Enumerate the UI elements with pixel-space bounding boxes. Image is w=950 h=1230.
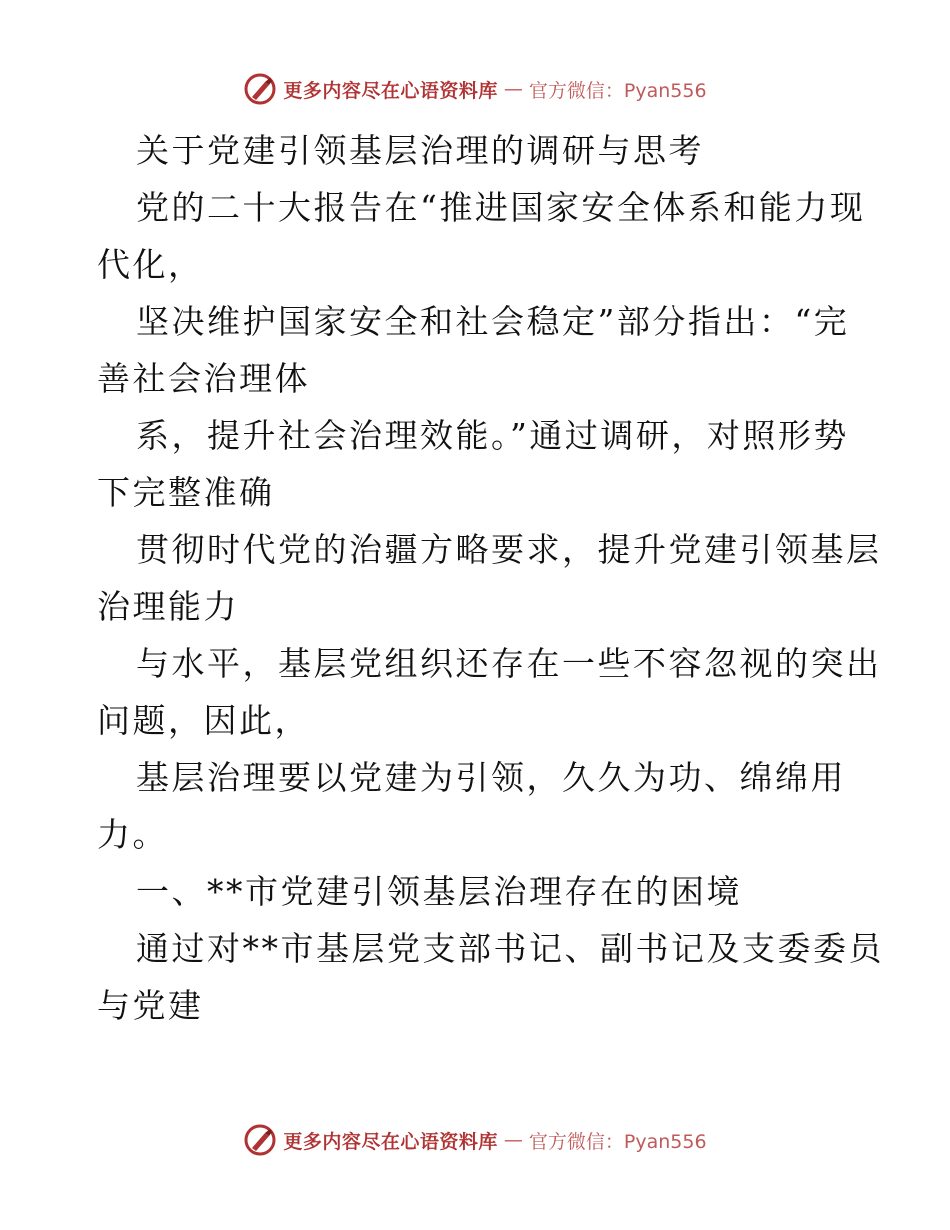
banner-dash: — [503,78,523,100]
paragraph-line: 贯彻时代党的治疆方略要求，提升党建引领基层 [136,530,882,569]
banner-dash: — [503,1129,523,1151]
paragraph-line: 基层治理要以党建为引领，久久为功、绵绵用 [136,758,846,797]
banner-text: 更多内容尽在心语资料库 [283,1130,498,1153]
paragraph-line: 与水平，基层党组织还存在一些不容忽视的突出 [136,644,882,683]
paragraph-line: 力。 [97,815,168,854]
paragraph-line: 系，提升社会治理效能。”通过调研，对照形势 [136,416,849,455]
pen-logo-icon [243,1123,277,1157]
document-body [97,122,884,1034]
document-title: 关于党建引领基层治理的调研与思考 [136,131,704,170]
footer-banner [0,1123,950,1157]
pen-logo-icon [243,72,277,106]
paragraph-line: 通过对**市基层党支部书记、副书记及支委委员 [136,929,884,968]
paragraph-line: 党的二十大报告在“推进国家安全体系和能力现 [136,188,866,227]
paragraph-line: 治理能力 [97,587,239,626]
banner-contact: 官方微信：Pyan556 [528,79,707,102]
banner-text: 更多内容尽在心语资料库 [283,79,498,102]
paragraph-line: 善社会治理体 [97,359,310,398]
section-heading: 一、**市党建引领基层治理存在的困境 [136,872,742,911]
banner-contact: 官方微信：Pyan556 [528,1130,707,1153]
paragraph-line: 代化， [97,245,204,284]
paragraph-line: 与党建 [97,986,204,1025]
paragraph-line: 下完整准确 [97,473,275,512]
paragraph-line: 坚决维护国家安全和社会稳定”部分指出：“完 [136,302,850,341]
header-banner [0,72,950,106]
paragraph-line: 问题，因此， [97,701,310,740]
